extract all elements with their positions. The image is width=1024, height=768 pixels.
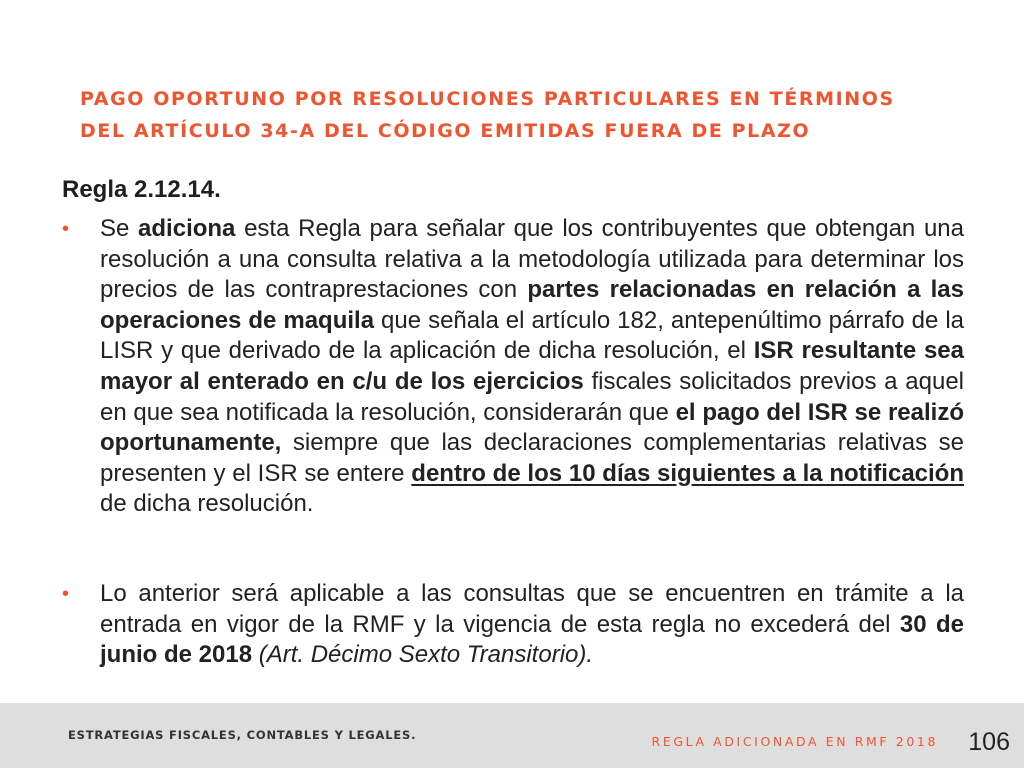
bullet-item-2 [62,579,964,671]
text-run: esta Regla para señalar que los contribuyentes que obtengan una resolución a una consulta relativa a la metodología utilizada para determinar los precios de las contraprestaciones con [100,215,964,304]
text-run: siempre que las declaraciones complementarias relativas se presenten y el ISR se entere [100,429,964,487]
rule-heading: Regla 2.12.14. [62,176,221,203]
text-run: Lo anterior será aplicable a las consultas que se encuentren en trámite a la entrada en vigor de la RMF y la vigencia de esta regla no excederá del [100,580,964,638]
text-run: de dicha resolución. [100,490,314,518]
slide-title [80,83,960,147]
bold-run: ISR resultante sea mayor al enterado en c/u de los ejercicios [100,337,965,395]
bold-run: 30 de junio de 2018 [100,610,964,669]
footer-section-label: REGLA ADICIONADA EN RMF 2018 [651,734,938,749]
slide-title-line-1: PAGO OPORTUNO POR RESOLUCIONES PARTICULARES EN TÉRMINOS [80,88,895,110]
page-number: 106 [968,728,1010,756]
footer-bar [0,703,1024,768]
text-run: que señala el artículo 182, antepenúltimo párrafo de la LISR y que derivado de la aplicación de dicha resolución, el [100,306,965,365]
text-run: Se [100,215,139,242]
footer-company-text: ESTRATEGIAS FISCALES, CONTABLES Y LEGALES. [68,728,417,742]
underlined-bold-run: dentro de los 10 días siguientes a la notificación [411,459,965,487]
bold-run: el pago del ISR se realizó oportunamente, [100,398,964,457]
bullet-dot-icon: • [62,583,70,605]
slide-title-line-2: DEL ARTÍCULO 34-A DEL CÓDIGO EMITIDAS FUERA DE PLAZO [80,120,811,142]
bullet-text-2 [100,579,964,671]
italic-run: (Art. Décimo Sexto Transitorio). [252,641,594,669]
bullet-text-1 [100,214,964,520]
bullet-dot-icon: • [62,218,70,240]
bold-run: adiciona [138,215,236,242]
bullet-item-1 [62,214,964,520]
text-run: fiscales solicitados previos a aquel en que sea notificada la resolución, considerarán que [100,367,964,426]
bold-run: partes relacionadas en relación a las operaciones de maquila [100,276,965,334]
